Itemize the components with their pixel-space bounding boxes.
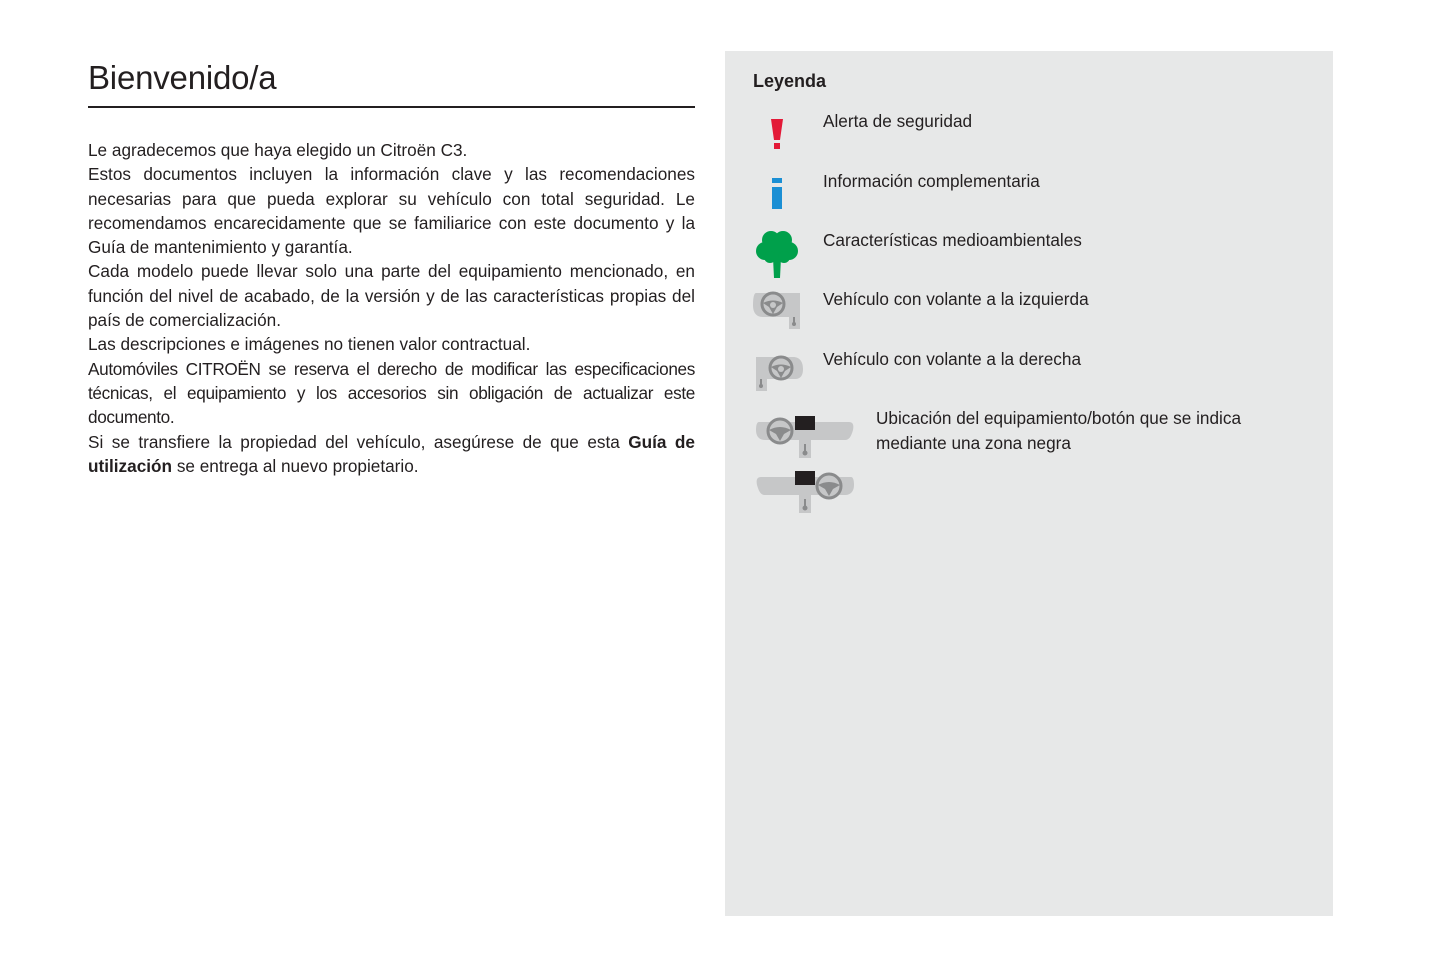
legend-panel xyxy=(725,51,1333,916)
info-icon xyxy=(771,178,783,210)
legend-label: Ubicación del equipamiento/botón que se indica mediante una zona negra xyxy=(876,408,1242,453)
legend-label: Características medioambientales xyxy=(823,230,1082,250)
intro-paragraph-4: Las descripciones e imágenes no tienen valor contractual. xyxy=(88,334,531,355)
dashboard-location-lhd-icon xyxy=(755,412,855,462)
legend-label: Información complementaria xyxy=(823,171,1040,191)
tree-icon xyxy=(756,230,798,278)
legend-label: Vehículo con volante a la izquierda xyxy=(823,289,1089,309)
legend-label: Vehículo con volante a la derecha xyxy=(823,349,1081,369)
dashboard-location-rhd-icon xyxy=(755,467,855,517)
exclamation-icon xyxy=(769,119,785,151)
intro-paragraph-5: Automóviles CITROËN se reserva el derecho de modificar las especificaciones técnicas, el equipamiento y los accesorios sin obligación de actualizar este documento. xyxy=(88,358,695,428)
intro-p6-text: Si se transfiere la propiedad del vehículo, asegúrese de que esta xyxy=(88,431,629,452)
guide-name: Guía de utilización xyxy=(88,431,695,476)
welcome-section xyxy=(88,56,695,478)
legend-title: Leyenda xyxy=(753,71,827,91)
intro-p6-text-end: se entrega al nuevo propietario. xyxy=(172,455,419,476)
right-hand-drive-icon xyxy=(753,353,803,395)
intro-paragraph-1: Le agradecemos que haya elegido un Citroën C3. xyxy=(88,140,468,160)
title-divider xyxy=(88,106,695,108)
left-hand-drive-icon xyxy=(753,289,803,331)
legend-label: Alerta de seguridad xyxy=(823,111,973,131)
intro-text xyxy=(88,138,695,478)
intro-paragraph-2: Estos documentos incluyen la información clave y las recomendaciones necesarias para que pueda explorar su vehículo con total seguridad. Le recomendamos encarecidamente que se familiarice con este documento y la Guía de mantenimiento y garantía. xyxy=(88,164,695,258)
intro-paragraph-6 xyxy=(88,430,695,479)
page-title: Bienvenido/a xyxy=(88,59,277,96)
intro-paragraph-3: Cada modelo puede llevar solo una parte del equipamiento mencionado, en función del nivel de acabado, de la versión y de las características propias del país de comercialización. xyxy=(88,261,695,331)
